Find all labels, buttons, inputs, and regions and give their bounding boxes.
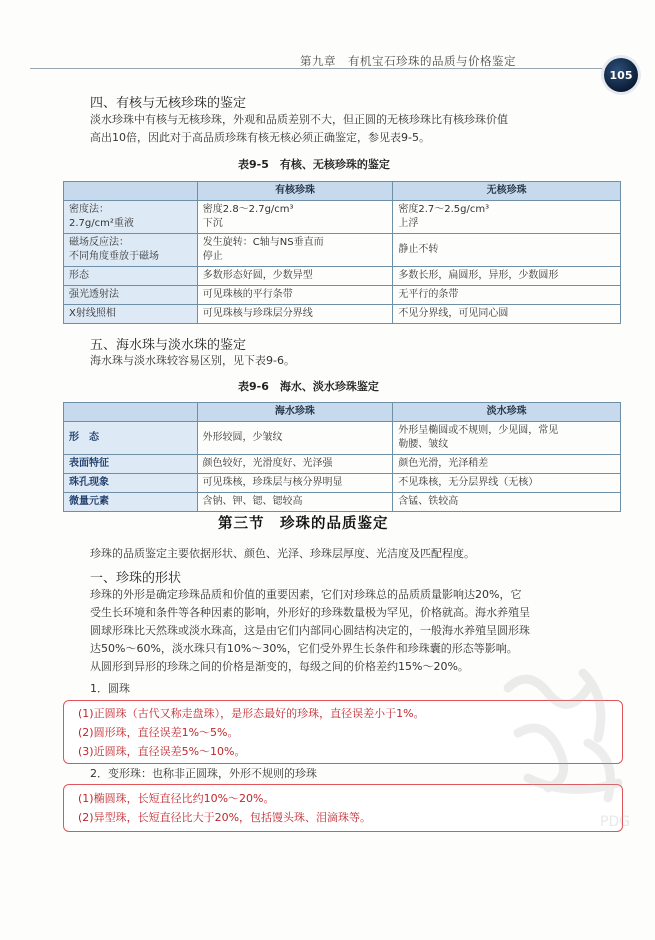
table6-cell-seawater: 外形较圆，少皱纹 [197,422,393,455]
round-pearl-heading: 1．圆珠 [90,682,130,695]
round-pearl-box [63,700,623,764]
table6-cell-freshwater: 不见珠核，无分层界线（无核） [393,474,621,493]
irregular-pearl-item: (2)异型珠，长短直径比大于20%，包括馒头珠、泪滴珠等。 [78,811,372,824]
table5-cell-nonnucleated: 静止不转 [393,234,621,267]
table6-row-label: 微量元素 [64,493,198,512]
table-row [64,201,621,234]
table-row [64,234,621,267]
table6-row-label: 表面特征 [64,455,198,474]
table5-row-label: 强光透射法 [64,286,198,305]
table5-cell-nonnucleated: 不见分界线，可见同心圆 [393,305,621,324]
cell-line: 发生旋转：C轴与NS垂直而 [202,237,324,248]
page-number-badge: 105 [604,58,638,92]
row-label-line: 密度法： [69,204,109,215]
table5-row-label: X射线照相 [64,305,198,324]
row-label-line: 2.7g/cm²重液 [69,218,134,229]
table6 [63,402,621,512]
table6-cell-seawater: 含钠、钾、锶、锶较高 [197,493,393,512]
table6-cell-freshwater [393,422,621,455]
cell-line: 密度2.7～2.5g/cm³ [398,204,490,215]
table6-row-label: 珠孔现象 [64,474,198,493]
table-row [64,474,621,493]
row-label-line: 磁场反应法： [69,237,129,248]
table6-header-seawater: 海水珍珠 [197,403,393,422]
table6-header-row [64,403,621,422]
watermark-text: PDG [600,814,631,830]
section4-title: 四、有核与无核珍珠的鉴定 [90,96,247,111]
table5-cell-nucleated: 可见珠核的平行条带 [197,286,393,305]
table5 [63,181,621,324]
table-row [64,305,621,324]
section4-paragraph-line1: 淡水珍珠中有核与无核珍珠，外观和品质差别不大，但正圆的无核珍珠比有核珍珠价值 [90,113,508,126]
cell-line: 外形呈椭圆或不规则，少见圆，常见 [398,425,559,436]
irregular-pearl-box [63,784,623,832]
cell-line: 勒腰、皱纹 [398,439,449,450]
table5-cell-nucleated: 多数形态好圆，少数异型 [197,267,393,286]
section5-title: 五、海水珠与淡水珠的鉴定 [90,338,247,353]
table5-row-label [64,201,198,234]
round-pearl-item: (2)圆形珠，直径误差1%～5%。 [78,726,239,739]
cell-line: 密度2.8～2.7g/cm³ [202,204,294,215]
table5-header-empty [64,182,198,201]
cell-line: 下沉 [202,218,223,229]
table6-header-empty [64,403,198,422]
table-row [64,455,621,474]
shape-paragraph-line4: 达50%～60%，淡水珠只有10%～30%，它们受外界生长条件和珍珠囊的形态等影响。 [90,642,518,655]
table-row [64,267,621,286]
shape-paragraph-line5: 从圆形到异形的珍珠之间的价格是渐变的，每级之间的价格差约15%～20%。 [90,660,469,673]
table5-header-nucleated: 有核珍珠 [197,182,393,201]
irregular-pearl-heading: 2．变形珠：也称非正圆珠，外形不规则的珍珠 [90,767,317,780]
table5-cell-nucleated [197,234,393,267]
shape-paragraph-line2: 受生长环境和条件等各种因素的影响，外形好的珍珠数量极为罕见，价格就高。海水养殖呈 [90,606,530,619]
section3-intro: 珍珠的品质鉴定主要依据形状、颜色、光泽、珍珠层厚度、光洁度及匹配程度。 [90,547,475,560]
cell-line: 上浮 [398,218,419,229]
section3-title: 第三节 珍珠的品质鉴定 [218,516,389,532]
table5-cell-nucleated [197,201,393,234]
table-row [64,493,621,512]
shape-paragraph-line1: 珍珠的外形是确定珍珠品质和价值的重要因素，它们对珍珠总的品质质量影响达20%，它 [90,588,522,601]
table6-cell-seawater: 可见珠核，珍珠层与核分界明显 [197,474,393,493]
table-row [64,286,621,305]
table6-cell-seawater: 颜色较好，光滑度好、光泽强 [197,455,393,474]
table-row [64,422,621,455]
table5-row-label [64,234,198,267]
table6-cell-freshwater: 颜色光滑，光泽稍差 [393,455,621,474]
table5-header-nonnucleated: 无核珍珠 [393,182,621,201]
round-pearl-item: (1)正圆珠（古代又称走盘珠），是形态最好的珍珠，直径误差小于1%。 [78,707,425,720]
cell-line: 停止 [202,251,223,262]
table5-cell-nonnucleated: 多数长形，扁圆形，异形，少数圆形 [393,267,621,286]
table5-caption: 表9-5 有核、无核珍珠的鉴定 [238,158,390,171]
section4-paragraph-line2: 高出10倍，因此对于高品质珍珠有核无核必须正确鉴定，参见表9-5。 [90,131,430,144]
table5-cell-nonnucleated: 无平行的条带 [393,286,621,305]
running-head: 第九章 有机宝石珍珠的品质与价格鉴定 [300,54,516,68]
table6-caption: 表9-6 海水、淡水珍珠鉴定 [238,380,379,393]
shape-paragraph-line3: 圆球形珠比天然珠或淡水珠高，这是由它们内部同心圆结构决定的，一般海水养殖呈圆形珠 [90,624,530,637]
table6-header-freshwater: 淡水珍珠 [393,403,621,422]
table5-header-row [64,182,621,201]
table6-cell-freshwater: 含锰、铁较高 [393,493,621,512]
irregular-pearl-item: (1)椭圆珠，长短直径比约10%～20%。 [78,792,275,805]
section3-subtitle-shape: 一、珍珠的形状 [90,571,182,586]
row-label-line: 不同角度垂放于磁场 [69,251,159,262]
table5-cell-nucleated: 可见珠核与珍珠层分界线 [197,305,393,324]
section5-paragraph: 海水珠与淡水珠较容易区别，见下表9-6。 [90,354,295,367]
table5-cell-nonnucleated [393,201,621,234]
table5-row-label: 形态 [64,267,198,286]
header-rule [30,68,618,69]
round-pearl-item: (3)近圆珠，直径误差5%～10%。 [78,745,246,758]
table6-row-label: 形 态 [64,422,198,455]
